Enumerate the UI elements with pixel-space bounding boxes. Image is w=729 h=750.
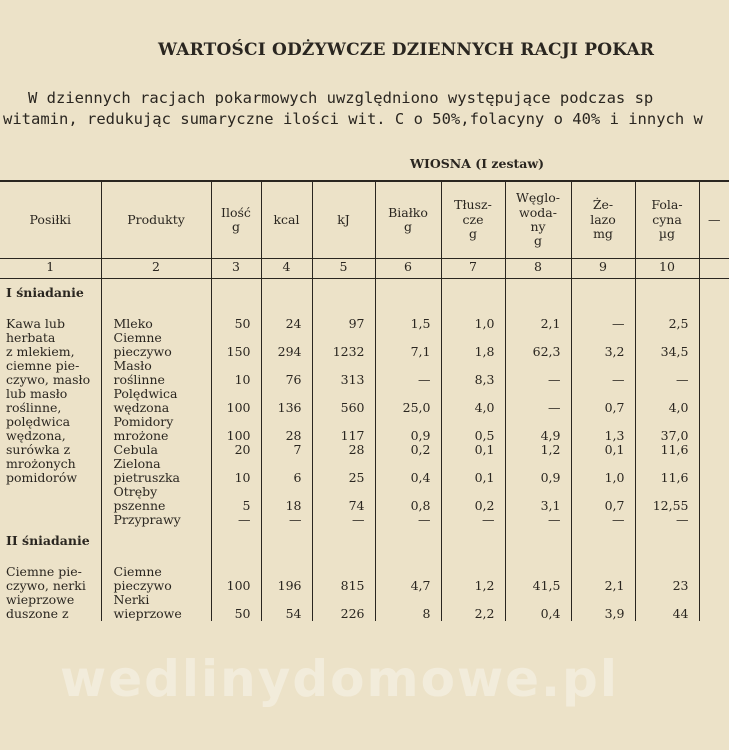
meal-description: lub masło roślinne, — [6, 386, 68, 415]
nutrient-value: 0,9 — [375, 415, 441, 443]
empty-cell — [699, 415, 729, 443]
product-name: Ciemne pieczywo — [101, 565, 211, 593]
nutrient-value: — — [505, 513, 571, 527]
nutrient-value: 76 — [261, 359, 312, 387]
nutrient-value: 1232 — [312, 331, 375, 359]
empty-cell — [699, 443, 729, 457]
empty-cell — [261, 279, 312, 308]
empty-cell — [699, 457, 729, 485]
meal-description: Kawa lub — [6, 316, 65, 331]
nutrient-value: 8,3 — [441, 359, 505, 387]
nutrient-value: 1,0 — [441, 317, 505, 331]
empty-cell — [699, 593, 729, 621]
nutrient-value: 7,1 — [375, 331, 441, 359]
nutrient-value: 62,3 — [505, 331, 571, 359]
empty-cell — [699, 359, 729, 387]
empty-cell — [699, 485, 729, 513]
meal-description: mrożonych pomidorów — [6, 456, 78, 485]
nutrient-value: 100 — [211, 415, 261, 443]
empty-cell — [699, 555, 729, 565]
nutrient-value: 1,8 — [441, 331, 505, 359]
empty-cell — [261, 555, 312, 565]
empty-cell — [375, 527, 441, 555]
empty-cell — [441, 307, 505, 317]
empty-cell — [505, 527, 571, 555]
nutrient-value: 4,0 — [635, 387, 699, 415]
table-row — [0, 593, 729, 621]
empty-cell — [571, 555, 635, 565]
nutrient-value: 2,1 — [505, 317, 571, 331]
nutrient-value: 4,9 — [505, 415, 571, 443]
table-row — [0, 485, 729, 513]
table-row — [0, 317, 729, 331]
table-row — [0, 331, 729, 359]
nutrient-value: 3,2 — [571, 331, 635, 359]
table-row — [0, 387, 729, 415]
nutrient-value: 0,5 — [441, 415, 505, 443]
intro-line-1: W dziennych racjach pokarmowych uwzględniono występujące podczas sp — [28, 89, 654, 107]
product-name: Masło roślinne — [101, 359, 211, 387]
meal-description: wieprzowe duszone z — [6, 592, 75, 621]
column-number: 1 — [0, 259, 101, 279]
column-header: Tłusz- cze g — [441, 181, 505, 259]
column-header: kJ — [312, 181, 375, 259]
column-header: Posiłki — [0, 181, 101, 259]
nutrient-value: 50 — [211, 593, 261, 621]
empty-cell — [635, 307, 699, 317]
intro-line-2: witamin, redukując sumaryczne ilości wit. C o 50%,folacyny o 40% i innych w — [3, 110, 703, 128]
empty-cell — [312, 527, 375, 555]
nutrient-value: 97 — [312, 317, 375, 331]
nutrient-value: 0,7 — [571, 485, 635, 513]
nutrient-value: — — [261, 513, 312, 527]
nutrient-value: 0,9 — [505, 457, 571, 485]
nutrient-value: 196 — [261, 565, 312, 593]
empty-cell — [699, 307, 729, 317]
empty-cell — [375, 307, 441, 317]
nutrient-value: 3,9 — [571, 593, 635, 621]
nutrient-value: 294 — [261, 331, 312, 359]
column-header: Fola- cyna µg — [635, 181, 699, 259]
column-number-row — [0, 259, 729, 279]
nutrient-value: 34,5 — [635, 331, 699, 359]
product-name: Mleko — [101, 317, 211, 331]
nutrient-value: 0,1 — [441, 457, 505, 485]
empty-cell — [505, 555, 571, 565]
header-row — [0, 181, 729, 259]
table-row — [0, 443, 729, 457]
column-header: Węglo- woda- ny g — [505, 181, 571, 259]
meal-description: herbata z mlekiem, — [6, 330, 75, 359]
product-name: Ciemne pieczywo — [101, 331, 211, 359]
product-name: Zielona pietruszka — [101, 457, 211, 485]
table-row — [0, 565, 729, 593]
nutrient-value: 3,1 — [505, 485, 571, 513]
nutrient-value: 0,7 — [571, 387, 635, 415]
nutrient-value: 0,2 — [441, 485, 505, 513]
nutrient-value: 4,0 — [441, 387, 505, 415]
empty-cell — [312, 555, 375, 565]
empty-cell — [101, 279, 211, 308]
table-body — [0, 279, 729, 622]
empty-cell — [441, 279, 505, 308]
nutrient-value: — — [505, 359, 571, 387]
nutrition-table — [0, 180, 729, 621]
spacer-row — [0, 555, 729, 565]
nutrient-value: 6 — [261, 457, 312, 485]
empty-cell — [505, 307, 571, 317]
nutrient-value: 11,6 — [635, 443, 699, 457]
empty-cell — [261, 527, 312, 555]
empty-cell — [375, 555, 441, 565]
nutrient-value: 74 — [312, 485, 375, 513]
nutrient-value: 0,1 — [571, 443, 635, 457]
nutrient-value: — — [635, 513, 699, 527]
product-name: Nerki wieprzowe — [101, 593, 211, 621]
nutrient-value: 8 — [375, 593, 441, 621]
product-name: Polędwica wędzona — [101, 387, 211, 415]
nutrient-value: 20 — [211, 443, 261, 457]
empty-cell — [441, 555, 505, 565]
nutrient-value: 54 — [261, 593, 312, 621]
nutrient-value: 1,2 — [441, 565, 505, 593]
empty-cell — [699, 565, 729, 593]
nutrient-value: 0,4 — [505, 593, 571, 621]
nutrient-value: 25 — [312, 457, 375, 485]
empty-cell — [211, 279, 261, 308]
empty-cell — [571, 307, 635, 317]
nutrient-value: 313 — [312, 359, 375, 387]
nutrient-value: 100 — [211, 387, 261, 415]
empty-cell — [699, 387, 729, 415]
section-name: II śniadanie — [6, 533, 90, 548]
column-header: kcal — [261, 181, 312, 259]
nutrient-value: 2,1 — [571, 565, 635, 593]
empty-cell — [635, 555, 699, 565]
nutrient-value: 10 — [211, 457, 261, 485]
empty-cell — [699, 331, 729, 359]
nutrient-value: — — [571, 359, 635, 387]
nutrient-value: 0,8 — [375, 485, 441, 513]
table-row — [0, 359, 729, 387]
nutrient-value: 815 — [312, 565, 375, 593]
empty-cell — [699, 527, 729, 555]
product-name: Pomidory mrożone — [101, 415, 211, 443]
nutrient-value: 28 — [261, 415, 312, 443]
nutrient-value: 1,0 — [571, 457, 635, 485]
nutrient-value: 0,1 — [441, 443, 505, 457]
nutrient-value: 37,0 — [635, 415, 699, 443]
nutrient-value: — — [505, 387, 571, 415]
column-header: Produkty — [101, 181, 211, 259]
nutrient-value: 136 — [261, 387, 312, 415]
nutrient-value: 12,55 — [635, 485, 699, 513]
nutrient-value: 7 — [261, 443, 312, 457]
column-number — [699, 259, 729, 279]
empty-cell — [101, 527, 211, 555]
nutrient-value: 2,5 — [635, 317, 699, 331]
nutrient-value: 10 — [211, 359, 261, 387]
nutrient-value: 1,3 — [571, 415, 635, 443]
column-header: Białko g — [375, 181, 441, 259]
empty-cell — [211, 527, 261, 555]
nutrient-value: 1,5 — [375, 317, 441, 331]
table-row — [0, 457, 729, 485]
nutrient-value: — — [571, 513, 635, 527]
empty-cell — [211, 555, 261, 565]
meal-description: surówka z — [6, 442, 71, 457]
nutrient-value: — — [441, 513, 505, 527]
empty-cell — [699, 317, 729, 331]
nutrient-value: — — [635, 359, 699, 387]
meal-description — [0, 513, 101, 527]
column-header: Ilość g — [211, 181, 261, 259]
empty-cell — [375, 279, 441, 308]
nutrient-value: 0,4 — [375, 457, 441, 485]
nutrient-value: 5 — [211, 485, 261, 513]
product-name: Otręby pszenne — [101, 485, 211, 513]
nutrient-value: 117 — [312, 415, 375, 443]
product-name: Cebula — [101, 443, 211, 457]
nutrient-value: 50 — [211, 317, 261, 331]
table-subtitle: WIOSNA (I zestaw) — [410, 156, 545, 171]
nutrient-value: 100 — [211, 565, 261, 593]
table-row — [0, 513, 729, 527]
empty-cell — [571, 279, 635, 308]
empty-cell — [312, 279, 375, 308]
column-number: 9 — [571, 259, 635, 279]
empty-cell — [312, 307, 375, 317]
empty-cell — [699, 513, 729, 527]
column-number: 2 — [101, 259, 211, 279]
empty-cell — [635, 279, 699, 308]
nutrient-value: 11,6 — [635, 457, 699, 485]
nutrient-value: — — [375, 513, 441, 527]
empty-cell — [441, 527, 505, 555]
column-header: Że- lazo mg — [571, 181, 635, 259]
nutrient-value: 28 — [312, 443, 375, 457]
nutrient-value: — — [375, 359, 441, 387]
nutrient-value: 41,5 — [505, 565, 571, 593]
document-title: WARTOŚCI ODŻYWCZE DZIENNYCH RACJI POKAR — [158, 40, 655, 60]
meal-description: polędwica wędzona, — [6, 414, 71, 443]
meal-section-header — [0, 527, 729, 555]
nutrient-value: — — [211, 513, 261, 527]
meal-description — [0, 485, 101, 513]
column-number: 3 — [211, 259, 261, 279]
column-number: 7 — [441, 259, 505, 279]
nutrient-value: 2,2 — [441, 593, 505, 621]
nutrient-value: — — [571, 317, 635, 331]
nutrient-value: 226 — [312, 593, 375, 621]
column-number: 6 — [375, 259, 441, 279]
nutrient-value: 24 — [261, 317, 312, 331]
product-name: Przyprawy — [101, 513, 211, 527]
meal-section-header — [0, 279, 729, 308]
column-number: 10 — [635, 259, 699, 279]
empty-cell — [505, 279, 571, 308]
column-header: — — [699, 181, 729, 259]
nutrient-value: 560 — [312, 387, 375, 415]
meal-description: Ciemne pie- czywo, nerki — [6, 564, 86, 593]
column-number: 4 — [261, 259, 312, 279]
column-number: 8 — [505, 259, 571, 279]
empty-cell — [635, 527, 699, 555]
nutrient-value: 150 — [211, 331, 261, 359]
table-row — [0, 415, 729, 443]
nutrient-value: 1,2 — [505, 443, 571, 457]
nutrient-value: 23 — [635, 565, 699, 593]
nutrient-value: 0,2 — [375, 443, 441, 457]
nutrient-value: 44 — [635, 593, 699, 621]
section-name: I śniadanie — [6, 285, 84, 300]
nutrient-value: 25,0 — [375, 387, 441, 415]
nutrient-value: 4,7 — [375, 565, 441, 593]
nutrient-value: 18 — [261, 485, 312, 513]
empty-cell — [571, 527, 635, 555]
meal-description: ciemne pie- czywo, masło — [6, 358, 91, 387]
watermark: wedlinydomowe.pl — [60, 650, 619, 708]
empty-cell — [699, 279, 729, 308]
column-number: 5 — [312, 259, 375, 279]
nutrient-value: — — [312, 513, 375, 527]
